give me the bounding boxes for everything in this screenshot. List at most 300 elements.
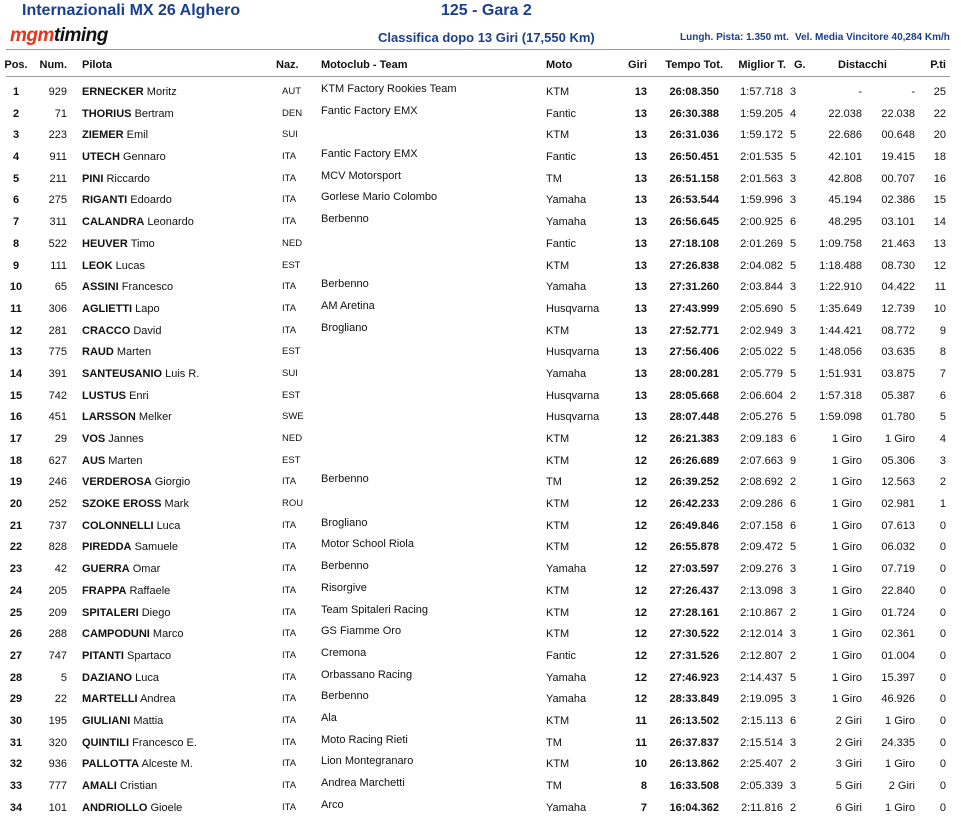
rider-number: 252 (48, 498, 67, 511)
table-row (0, 126, 961, 148)
rider-firstname: Spartaco (127, 649, 172, 662)
rider-number: 275 (48, 194, 67, 207)
table-row (0, 213, 961, 235)
laps: 13 (634, 389, 647, 402)
gap-leader: 1:57.318 (819, 389, 862, 402)
rider-name (82, 281, 173, 293)
total-time: 28:05.668 (669, 389, 719, 402)
position: 14 (9, 367, 23, 380)
gap-previous: 05.306 (881, 454, 915, 467)
total-time: 27:52.771 (669, 324, 719, 337)
laps: 12 (634, 498, 647, 511)
table-row (0, 83, 961, 105)
best-lap: 2:12.807 (740, 649, 783, 662)
rider-surname: VOS (82, 433, 106, 445)
gap-leader: 2 Giri (835, 736, 862, 749)
best-lap: 2:12.014 (740, 628, 783, 641)
position: 7 (12, 216, 20, 229)
table-row (0, 777, 961, 799)
rider-name (82, 563, 160, 575)
rider-name (82, 216, 194, 228)
rider-firstname: David (133, 324, 162, 337)
position: 18 (9, 454, 23, 467)
gap-leader: 1 Giro (832, 693, 862, 706)
nation: SWE (282, 411, 304, 423)
rider-name (82, 780, 157, 792)
table-row (0, 300, 961, 322)
gap-leader: 48.295 (828, 216, 862, 229)
best-lap: 2:05.276 (740, 411, 783, 424)
col-club: Motoclub - Team (321, 59, 408, 71)
rider-firstname: Mattia (133, 714, 164, 727)
total-time: 26:37.837 (669, 736, 719, 749)
gap-leader: 1:22.910 (819, 281, 862, 294)
position: 22 (9, 541, 23, 554)
best-lap: 2:25.407 (740, 758, 783, 771)
col-g: G. (794, 59, 806, 71)
rider-number: 306 (48, 302, 67, 315)
points: 0 (939, 736, 946, 749)
total-time: 26:50.451 (669, 151, 719, 164)
motorcycle: Husqvarna (546, 389, 600, 402)
best-lap: 2:01.563 (740, 172, 783, 185)
motorcycle: Husqvarna (546, 346, 600, 359)
best-lap: 2:06.604 (740, 389, 783, 402)
rider-firstname: Lucas (115, 259, 145, 272)
best-lap: 2:01.269 (740, 237, 783, 250)
total-time: 26:21.383 (669, 433, 719, 445)
total-time: 26:30.388 (669, 107, 719, 120)
rider-number: 288 (48, 628, 67, 641)
col-punti: P.ti (930, 59, 946, 71)
gap-previous: 03.635 (881, 346, 915, 359)
gap-previous: 05.387 (881, 389, 915, 402)
best-lap-number: 5 (790, 259, 797, 272)
col-pos: Pos. (4, 59, 28, 71)
points: 0 (939, 563, 946, 576)
total-time: 26:13.862 (669, 758, 719, 771)
best-lap-number: 3 (790, 736, 797, 749)
best-lap-number: 5 (790, 151, 797, 164)
motorcycle: Yamaha (546, 367, 587, 380)
points: 0 (939, 584, 946, 597)
nation: ITA (282, 302, 297, 314)
rider-name (82, 238, 155, 250)
position: 30 (9, 714, 23, 727)
motoclub-team: Moto Racing Rieti (321, 733, 408, 746)
nation: SUI (282, 367, 298, 379)
motorcycle: Yamaha (546, 671, 587, 684)
position: 25 (9, 606, 23, 619)
total-time: 26:51.158 (669, 172, 719, 185)
rider-surname: SZOKE EROSS (82, 498, 162, 511)
gap-leader: 1 Giro (832, 563, 862, 576)
gap-previous: 1 Giro (885, 714, 915, 727)
motoclub-team: Berbenno (321, 278, 369, 291)
table-row (0, 625, 961, 647)
gap-leader: 1:44.421 (819, 324, 862, 337)
nation: DEN (282, 107, 303, 119)
rider-surname: GIULIANI (82, 714, 131, 727)
rider-firstname: Edoardo (130, 194, 172, 207)
points: 0 (939, 714, 946, 727)
motorcycle: KTM (546, 129, 570, 142)
gap-leader: 1:51.931 (819, 367, 862, 380)
nation: ITA (282, 584, 297, 596)
gap-leader: 6 Giri (835, 801, 862, 814)
table-row (0, 452, 961, 474)
best-lap: 2:10.867 (740, 606, 783, 619)
nation: ITA (282, 671, 297, 683)
best-lap: 2:03.844 (740, 281, 783, 294)
rider-firstname: Andrea (140, 693, 176, 706)
results-table (0, 83, 961, 820)
rider-firstname: Mark (164, 498, 189, 511)
position: 6 (12, 194, 20, 207)
rider-surname: PIREDDA (82, 541, 132, 554)
motorcycle: TM (546, 780, 562, 792)
laps: 13 (634, 172, 647, 185)
gap-previous: 15.397 (881, 671, 915, 684)
best-lap-number: 6 (790, 714, 797, 727)
gap-leader: 1 Giro (832, 649, 862, 662)
nation: ITA (282, 216, 297, 228)
table-row (0, 517, 961, 539)
points: 20 (933, 129, 946, 142)
position: 4 (12, 151, 20, 164)
rider-surname: HEUVER (82, 237, 128, 250)
points: 9 (939, 324, 946, 337)
rider-surname: CAMPODUNI (82, 628, 150, 641)
laps: 12 (634, 454, 647, 467)
rider-firstname: Francesco (121, 281, 174, 294)
rider-name (82, 498, 189, 510)
motoclub-team: Lion Montegranaro (321, 755, 414, 768)
position: 13 (9, 346, 23, 359)
gap-leader: 22.686 (828, 129, 862, 142)
table-row (0, 343, 961, 365)
motorcycle: Fantic (546, 151, 576, 164)
gap-previous: 03.875 (881, 367, 915, 380)
points: 16 (933, 172, 946, 185)
rider-number: 211 (49, 172, 67, 185)
motoclub-team: Ala (321, 711, 337, 724)
laps: 12 (634, 519, 647, 532)
rider-name (82, 173, 150, 185)
gap-previous: 00.707 (881, 172, 915, 185)
gap-previous: - (911, 86, 915, 98)
rider-firstname: Marten (108, 454, 143, 467)
laps: 12 (634, 671, 647, 684)
best-lap-number: 5 (790, 129, 797, 142)
gap-previous: 1 Giro (885, 758, 915, 771)
rider-surname: AMALI (82, 780, 117, 792)
points: 14 (933, 216, 946, 229)
table-row (0, 148, 961, 170)
nation: EST (282, 346, 301, 358)
rider-firstname: Melker (138, 411, 172, 424)
table-row (0, 690, 961, 712)
rider-surname: MARTELLI (82, 693, 138, 706)
rider-firstname: Riccardo (106, 172, 150, 185)
motorcycle: KTM (546, 758, 570, 771)
nation: ITA (282, 324, 297, 336)
rider-surname: QUINTILI (82, 736, 130, 749)
gap-previous: 46.926 (881, 693, 915, 706)
laps: 13 (634, 86, 647, 98)
rider-name (82, 86, 177, 98)
motorcycle: Yamaha (546, 281, 587, 294)
rider-firstname: Francesco E. (132, 736, 197, 749)
points: 2 (939, 476, 946, 489)
motoclub-team: Cremona (321, 646, 367, 659)
total-time: 27:46.923 (669, 671, 719, 684)
motorcycle: KTM (546, 628, 570, 641)
rider-firstname: Leonardo (147, 216, 194, 229)
rider-surname: GUERRA (82, 563, 130, 576)
motorcycle: Husqvarna (546, 302, 600, 315)
nation: ITA (282, 693, 297, 705)
motorcycle: TM (546, 476, 562, 489)
rider-name (82, 607, 170, 619)
rider-surname: PINI (82, 172, 104, 185)
best-lap: 2:02.949 (740, 324, 783, 337)
rider-number: 246 (48, 476, 67, 489)
points: 12 (933, 259, 946, 272)
rider-number: 522 (48, 237, 67, 250)
position: 24 (9, 584, 23, 597)
rider-number: 911 (49, 151, 67, 164)
nation: ITA (282, 172, 297, 184)
motorcycle: Yamaha (546, 801, 587, 814)
laps: 13 (634, 411, 647, 424)
rider-firstname: Luca (156, 519, 181, 532)
motoclub-team: GS Fiamme Oro (321, 625, 402, 638)
total-time: 27:31.526 (669, 649, 719, 662)
rider-number: 42 (54, 563, 67, 576)
rider-surname: CRACCO (82, 324, 131, 337)
gap-leader: 1 Giro (832, 628, 862, 641)
motorcycle: Yamaha (546, 563, 587, 576)
best-lap: 2:00.925 (740, 216, 783, 229)
table-row (0, 712, 961, 734)
best-lap-number: 5 (790, 541, 797, 554)
laps: 7 (640, 801, 647, 814)
rider-firstname: Marco (152, 628, 184, 641)
rider-surname: ANDRIOLLO (82, 801, 148, 814)
rider-number: 737 (48, 519, 67, 532)
rider-firstname: Luca (135, 671, 160, 684)
logo-dark-part: timing (53, 25, 108, 46)
position: 11 (10, 302, 22, 315)
position: 26 (9, 628, 23, 641)
rider-number: 777 (48, 780, 67, 792)
total-time: 28:07.448 (669, 411, 719, 424)
nation: NED (282, 237, 303, 249)
rider-number: 311 (49, 216, 67, 229)
gap-leader: 1:35.649 (819, 302, 862, 315)
table-row (0, 322, 961, 344)
motorcycle: KTM (546, 86, 570, 98)
position: 28 (9, 671, 23, 684)
motorcycle: KTM (546, 433, 570, 445)
position: 17 (9, 433, 23, 445)
points: 15 (933, 194, 946, 207)
gap-previous: 06.032 (881, 541, 915, 554)
position: 3 (12, 129, 20, 142)
top-divider (6, 49, 950, 50)
rider-firstname: Timo (130, 237, 155, 250)
laps: 12 (634, 476, 647, 489)
best-lap: 2:01.535 (740, 151, 783, 164)
best-lap: 1:57.718 (740, 86, 783, 98)
table-row (0, 365, 961, 387)
laps: 13 (634, 281, 647, 294)
laps: 8 (640, 780, 647, 792)
position: 16 (9, 411, 23, 424)
motorcycle: KTM (546, 584, 570, 597)
gap-leader: 22.038 (828, 107, 862, 120)
nation: ITA (282, 628, 297, 640)
best-lap: 2:05.690 (740, 302, 783, 315)
gap-previous: 22.038 (881, 107, 915, 120)
laps: 13 (634, 302, 647, 315)
gap-previous: 2 Giri (888, 780, 915, 792)
table-row (0, 538, 961, 560)
total-time: 26:08.350 (669, 86, 719, 98)
rider-name (82, 650, 171, 662)
table-row (0, 278, 961, 300)
total-time: 26:49.846 (669, 519, 719, 532)
rider-name (82, 433, 144, 445)
rider-name (82, 129, 148, 141)
position: 23 (9, 563, 23, 576)
laps: 11 (635, 736, 647, 749)
best-lap: 2:15.113 (740, 714, 783, 727)
gap-previous: 08.772 (881, 324, 915, 337)
gap-previous: 02.386 (881, 194, 915, 207)
rider-name (82, 455, 143, 467)
motorcycle: Yamaha (546, 216, 587, 229)
nation: ITA (282, 151, 297, 163)
rider-surname: CALANDRA (82, 216, 145, 229)
rider-number: 195 (48, 714, 67, 727)
best-lap-number: 9 (790, 454, 797, 467)
nation: ITA (282, 563, 297, 575)
table-row (0, 755, 961, 777)
best-lap: 1:59.172 (740, 129, 783, 142)
rider-surname: LEOK (82, 259, 113, 272)
position: 29 (9, 693, 23, 706)
rider-firstname: Jannes (108, 433, 144, 445)
gap-leader: 1 Giro (832, 519, 862, 532)
gap-previous: 1 Giro (885, 433, 915, 445)
points: 3 (939, 454, 946, 467)
table-row (0, 669, 961, 691)
best-lap-number: 3 (790, 194, 797, 207)
rider-name (82, 346, 151, 358)
col-naz: Naz. (276, 59, 299, 71)
best-lap-number: 3 (790, 693, 797, 706)
col-distacchi: Distacchi (838, 59, 887, 71)
points: 10 (933, 302, 946, 315)
nation: ITA (282, 736, 297, 748)
col-moto: Moto (546, 59, 573, 71)
laps: 12 (634, 606, 647, 619)
rider-name (82, 368, 199, 380)
gap-leader: 1:48.056 (819, 346, 862, 359)
laps: 12 (634, 433, 647, 445)
rider-name (82, 325, 161, 337)
best-lap: 2:09.276 (740, 563, 783, 576)
best-lap-number: 3 (790, 281, 797, 294)
rider-firstname: Emil (126, 129, 149, 142)
rider-firstname: Marten (116, 346, 152, 359)
points: 0 (939, 649, 946, 662)
laps: 12 (634, 693, 647, 706)
nation: ITA (282, 801, 297, 813)
total-time: 28:33.849 (669, 693, 719, 706)
col-tempo: Tempo Tot. (665, 59, 723, 71)
points: 0 (939, 519, 946, 532)
laps: 12 (634, 628, 647, 641)
total-time: 16:33.508 (669, 780, 719, 792)
total-time: 27:30.522 (669, 628, 719, 641)
rider-name (82, 260, 145, 272)
best-lap-number: 5 (790, 346, 797, 359)
rider-firstname: Giorgio (154, 476, 191, 489)
nation: NED (282, 433, 303, 444)
laps: 13 (634, 107, 647, 120)
rider-firstname: Luis R. (165, 367, 200, 380)
best-lap-number: 5 (790, 367, 797, 380)
position: 21 (9, 519, 23, 532)
rider-surname: THORIUS (82, 107, 132, 120)
rider-surname: ERNECKER (82, 86, 144, 98)
total-time: 27:43.999 (669, 302, 719, 315)
motorcycle: KTM (546, 606, 570, 619)
best-lap-number: 5 (790, 671, 797, 684)
rider-name (82, 585, 170, 597)
rider-name (82, 737, 197, 749)
rider-surname: FRAPPA (82, 584, 127, 597)
position: 8 (12, 237, 20, 250)
motorcycle: Fantic (546, 649, 576, 662)
position: 9 (12, 259, 20, 272)
table-row (0, 495, 961, 517)
rider-firstname: Enri (129, 389, 149, 402)
rider-surname: ZIEMER (82, 129, 124, 142)
best-lap-number: 6 (790, 498, 797, 511)
best-lap-number: 6 (790, 433, 797, 445)
rider-number: 320 (48, 736, 67, 749)
table-row (0, 799, 961, 820)
points: 11 (934, 281, 946, 294)
rider-number: 451 (48, 411, 67, 424)
points: 22 (933, 107, 946, 120)
points: 0 (939, 801, 946, 814)
rider-name (82, 628, 183, 640)
best-lap-number: 3 (790, 628, 797, 641)
laps: 10 (634, 758, 647, 771)
gap-leader: 1 Giro (832, 606, 862, 619)
gap-previous: 21.463 (881, 237, 915, 250)
best-lap: 2:05.022 (740, 346, 783, 359)
table-row (0, 604, 961, 626)
gap-previous: 19.415 (881, 151, 915, 164)
rider-surname: VERDEROSA (82, 476, 152, 489)
rider-name (82, 390, 149, 402)
